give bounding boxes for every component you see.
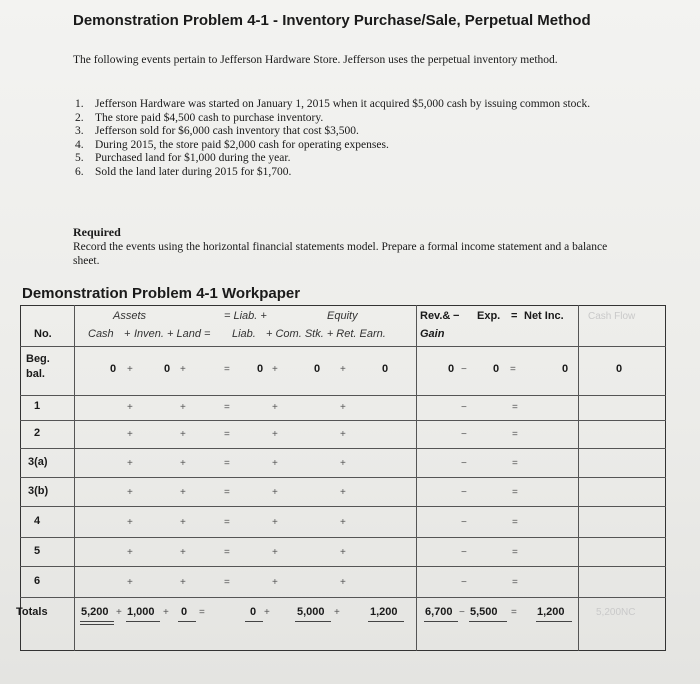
total-liab: 0	[250, 606, 257, 618]
beg-comstk: 0	[314, 363, 321, 375]
row-divider	[20, 477, 666, 478]
row-operator: =	[512, 402, 518, 413]
row-divider	[20, 506, 666, 507]
row-operator: +	[180, 429, 186, 440]
row-operator: +	[127, 429, 133, 440]
row-divider	[20, 566, 666, 567]
total-land: 0	[181, 606, 188, 618]
header-comstk-reten: + Com. Stk. + Ret. Earn.	[266, 328, 386, 340]
row-operator: +	[180, 517, 186, 528]
row-operator: =	[224, 429, 230, 440]
header-inven-land: Inven. + Land =	[134, 328, 211, 340]
row-divider	[20, 395, 666, 396]
row-operator: +	[127, 547, 133, 558]
event-item: 4. During 2015, the store paid $2,000 cash for operating expenses.	[75, 138, 389, 151]
row-operator: =	[512, 487, 518, 498]
column-divider	[74, 305, 75, 651]
row-label: 3(b)	[28, 485, 49, 497]
row-operator: +	[340, 429, 346, 440]
total-underline	[295, 621, 331, 622]
total-cash: 5,200	[81, 606, 109, 618]
row-operator: −	[461, 429, 467, 440]
header-minus: −	[453, 310, 460, 322]
row-label: 6	[34, 575, 41, 587]
total-underline	[424, 621, 458, 622]
row-operator: =	[224, 402, 230, 413]
event-item: 6. Sold the land later during 2015 for $1,700.	[75, 165, 292, 178]
row-label: 2	[34, 427, 41, 439]
row-operator: +	[180, 458, 186, 469]
total-underline	[536, 621, 572, 622]
total-netinc: 1,200	[537, 606, 565, 618]
row-operator: +	[127, 517, 133, 528]
row-operator: −	[461, 517, 467, 528]
total-underline	[178, 621, 196, 622]
header-assets: Assets	[113, 310, 147, 322]
event-item: 3. Jefferson sold for $6,000 cash inventory that cost $3,500.	[75, 125, 359, 137]
row-operator: +	[180, 547, 186, 558]
event-item: 1. Jefferson Hardware was started on January 1, 2015 when it acquired $5,000 cash by issuing common stock.	[75, 98, 591, 110]
problem-intro: The following events pertain to Jefferson Hardware Store. Jefferson uses the perpetual inventory method.	[73, 54, 558, 66]
row-operator: +	[272, 458, 278, 469]
row-divider	[20, 537, 666, 538]
beg-cashflow: 0	[616, 363, 623, 375]
row-operator: +	[272, 517, 278, 528]
row-divider	[20, 597, 666, 598]
row-operator: =	[224, 547, 230, 558]
header-no: No.	[34, 328, 52, 340]
row-operator: +	[127, 402, 133, 413]
row-operator: =	[512, 517, 518, 528]
row-operator: =	[512, 429, 518, 440]
row-operator: =	[512, 577, 518, 588]
header-netinc: Net Inc.	[524, 310, 564, 322]
column-divider	[578, 305, 579, 651]
total-underline	[368, 621, 404, 622]
row-operator: −	[461, 487, 467, 498]
total-inven: 1,000	[127, 606, 155, 618]
row-label: 4	[34, 515, 41, 527]
problem-title: Demonstration Problem 4-1 - Inventory Purchase/Sale, Perpetual Method	[73, 12, 591, 29]
total-reten: 1,200	[370, 606, 398, 618]
total-comstk: 5,000	[297, 606, 325, 618]
row-operator: +	[272, 577, 278, 588]
row-operator: +	[272, 429, 278, 440]
beg-reten: 0	[382, 363, 389, 375]
header-liab-group: = Liab. +	[224, 310, 267, 322]
beg-label: bal.	[26, 368, 45, 380]
row-operator: −	[461, 547, 467, 558]
row-operator: +	[340, 577, 346, 588]
workpaper-title: Demonstration Problem 4-1 Workpaper	[22, 285, 301, 302]
totals-label: Totals	[16, 606, 48, 618]
row-operator: =	[512, 547, 518, 558]
row-operator: +	[180, 577, 186, 588]
row-operator: =	[224, 487, 230, 498]
column-divider	[416, 305, 417, 651]
row-operator: +	[340, 487, 346, 498]
header-equity: Equity	[327, 310, 358, 322]
row-operator: +	[180, 402, 186, 413]
total-cashflow: 5,200NC	[596, 607, 636, 618]
header-eq: =	[511, 310, 518, 322]
row-divider	[20, 346, 666, 347]
beg-exp: 0	[493, 363, 500, 375]
row-operator: −	[461, 458, 467, 469]
row-label: 1	[34, 400, 41, 412]
header-liab: Liab.	[232, 328, 256, 340]
required-heading: Required	[73, 225, 121, 239]
total-underline	[469, 621, 507, 622]
row-operator: +	[340, 402, 346, 413]
header-exp: Exp.	[477, 310, 501, 322]
row-operator: +	[180, 487, 186, 498]
row-operator: +	[127, 487, 133, 498]
total-underline	[80, 624, 114, 625]
row-operator: =	[224, 458, 230, 469]
header-plus: +	[124, 328, 131, 340]
total-rev: 6,700	[425, 606, 453, 618]
workpaper-table	[20, 305, 666, 651]
row-divider	[20, 420, 666, 421]
header-rev: Rev.&	[420, 310, 451, 322]
row-operator: −	[461, 402, 467, 413]
row-operator: −	[461, 577, 467, 588]
row-divider	[20, 448, 666, 449]
header-cash: Cash	[88, 328, 114, 340]
row-label: 5	[34, 545, 41, 557]
event-item: 5. Purchased land for $1,000 during the year.	[75, 152, 291, 164]
beg-label: Beg.	[26, 353, 50, 365]
row-operator: =	[224, 517, 230, 528]
total-exp: 5,500	[470, 606, 498, 618]
row-operator: +	[272, 402, 278, 413]
total-underline	[80, 621, 114, 622]
event-item: 2. The store paid $4,500 cash to purchase inventory.	[75, 111, 324, 124]
events-list	[73, 98, 633, 179]
beg-liab: 0	[257, 363, 264, 375]
header-gain: Gain	[420, 328, 445, 340]
row-operator: +	[340, 458, 346, 469]
beg-cash: 0	[110, 363, 117, 375]
row-operator: +	[127, 577, 133, 588]
row-operator: +	[340, 517, 346, 528]
textbook-page: Demonstration Problem 4-1 - Inventory Purchase/Sale, Perpetual Method The following events pertain to Jefferson Hardware Store. Jefferson uses the perpetual inventory method. 1. Jefferson Hardware was started on January 1, 2015 when it acquired $5,000 cash by issuing common stock. 2. The store paid $4,500 cash to purchase inventory. 3. Jefferson sold for $6,000 cash inventory that cost $3,500. 4. During 2015, the store paid $2,000 cash for operating expenses. 5. Purchased land for $1,000 during the year. 6. Sold the land later during 2015 for $1,700. Required Record the events using the horizontal financial statements model. Prepare a formal income statement and a balance sheet. Demonstration Problem 4-1 Workpaper Assets = Liab. + Equity Rev.& − Exp. = Net Inc. Cash Flow No. Cash + Inven. + Land = Liab. + Com. Stk. + Ret. Earn. Gain Beg. bal. 0 + 0 + = 0 + 0 + 0 0 − 0 = 0 0 1 2 3(a) 3(b) 4 5 6 + + = + + − = + + = + + − = + + = + + − = + + = + + − = + + = + + − = + + = + + − = + + = + + − = Totals 5,200 + 1,000 + 0 = 0 + 5,000 + 1,200 6,700 − 5,500 = 1,200 5,200NC	[0, 0, 700, 684]
beg-netinc: 0	[562, 363, 569, 375]
row-operator: =	[512, 458, 518, 469]
required-text: Record the events using the horizontal financial statements model. Prepare a formal income statement and a balance sheet.	[73, 241, 608, 267]
header-cashflow: Cash Flow	[588, 311, 636, 322]
row-label: 3(a)	[28, 456, 48, 468]
total-underline	[126, 621, 160, 622]
row-operator: =	[224, 577, 230, 588]
row-operator: +	[272, 487, 278, 498]
row-operator: +	[340, 547, 346, 558]
row-operator: +	[272, 547, 278, 558]
total-underline	[245, 621, 263, 622]
beg-rev: 0	[448, 363, 455, 375]
row-operator: +	[127, 458, 133, 469]
beg-inven: 0	[164, 363, 171, 375]
